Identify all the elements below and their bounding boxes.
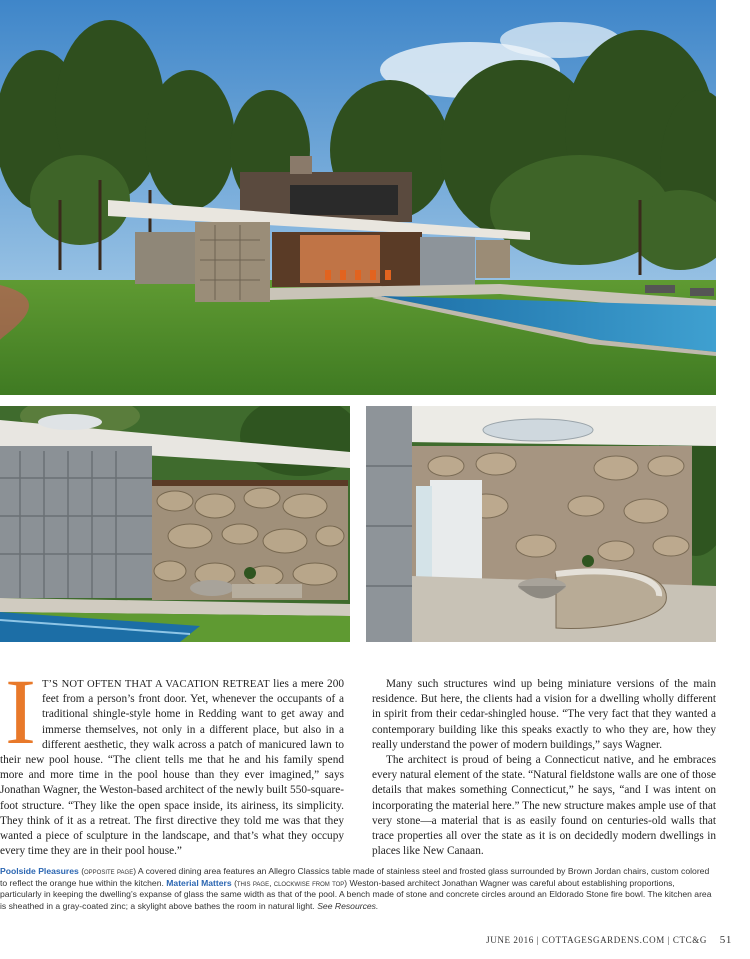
article-paragraph-1 xyxy=(0,661,344,859)
lead-in: T’S NOT OFTEN THAT A VACATION RETREAT xyxy=(41,679,270,690)
running-footer: JUNE 2016 | COTTAGESGARDENS.COM | CTC&G xyxy=(486,935,707,945)
article-paragraph-1-text: lies a mere 200 feet from a person’s front door. Yet, whenever the occupants of a traditional shingle-style home in Redding want to get away and immerse themselves, not only in a different place, but also in a different aesthetic, they walk across a patch of manicured lawn to their new pool house. “The client tells me that he and his family spend more and more time in the pool house than they ever imagined,” says Jonathan Wagner, the Weston-based architect of the newly built 550-square-foot structure. “They like the open space inside, its airiness, its simplicity. They think of it as a retreat. The first directive they told me was that they wanted a piece of sculpture in the landscape, and that’s what they occupy every time they are in their pool house.” xyxy=(0,678,344,858)
photo-pool-house-exterior xyxy=(0,0,716,395)
photo-stone-bench-fire-bowl xyxy=(366,406,716,642)
photo-captions xyxy=(0,866,716,912)
caption-title-poolside-pleasures: Poolside Pleasures xyxy=(0,866,79,876)
article-column-left xyxy=(0,661,344,859)
page-number: 51 xyxy=(719,934,732,946)
caption-see-resources: See Resources. xyxy=(317,900,379,911)
article-paragraph-3: The architect is proud of being a Connecticut native, and he embraces every natural element of the state. “Natural fieldstone walls are one of those details that makes something Connecticut,” he says, “and I was intent on incorporating the material here.” The new structure makes ample use of that very stone—a material that is as easily found on centuries-old walls that trace properties all over the state as it is on decidedly modern dwellings in places like New Canaan. xyxy=(372,754,716,858)
photo-zinc-kitchen-wall xyxy=(0,406,350,642)
caption-title-material-matters: Material Matters xyxy=(166,877,232,888)
caption-text-1: A covered dining area features an Allegro Classics table made of stainless steel and frosted glass surrounded by Brown Jordan chairs, custom colored to reflect the orange hue within the kitchen. xyxy=(0,866,710,888)
drop-cap: I xyxy=(5,661,36,764)
caption-location-1: (opposite page) xyxy=(81,866,137,876)
article-paragraph-2: Many such structures wind up being miniature versions of the main residence. But here, the clients had a vision for a dwelling wholly different in spirit from their cedar-shingled house. “The very fact that they wanted a contemporary building like this speaks exactly to who they are, how they really understand the power of modern buildings,” says Wagner. xyxy=(372,678,716,751)
caption-text-2: Weston-based architect Jonathan Wagner was careful about establishing proportions, particularly in keeping the dwelling’s expanse of glass the same width as that of the pool. A bench made of stone and concrete circles around an Eldorado Stone fire bowl. The kitchen area is sheathed in a gray-coated zinc; a skylight above bathes the room in natural light. xyxy=(0,877,712,911)
page-footer xyxy=(412,934,732,946)
article-column-right xyxy=(372,677,716,859)
caption-location-2: (this page, clockwise from top) xyxy=(234,877,348,888)
